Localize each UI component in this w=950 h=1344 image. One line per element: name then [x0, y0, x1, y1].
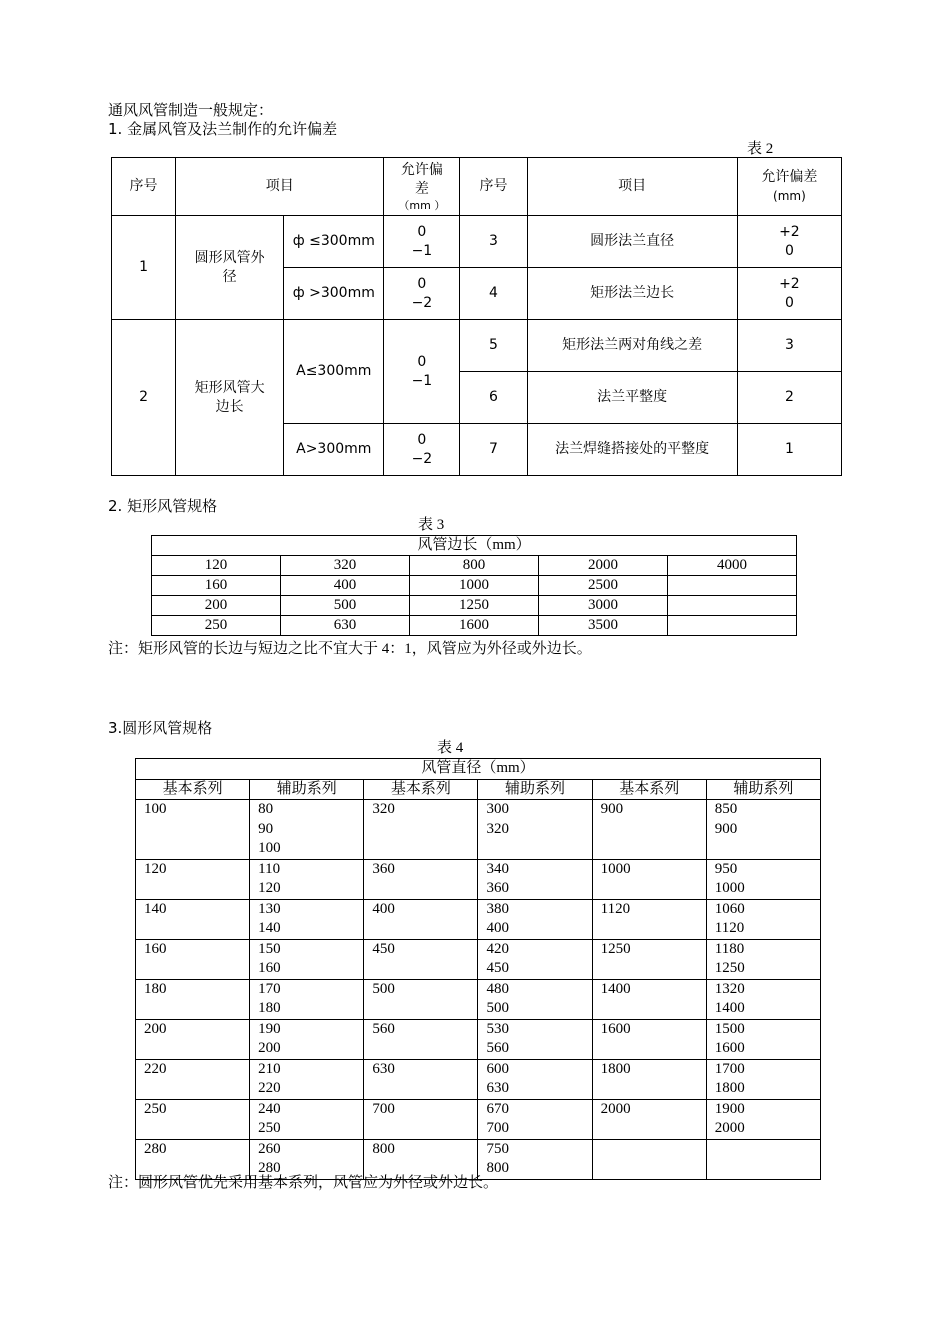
table-cell [364, 899, 478, 939]
column-header: 辅助系列 [250, 779, 364, 800]
row2a-tolerance: 0 −1 [384, 320, 460, 424]
cell-value: 530 [486, 1020, 509, 1037]
table-cell [364, 1059, 478, 1099]
table-cell: 630 [281, 616, 410, 636]
cell-value: 280 [258, 1160, 281, 1176]
table-cell [250, 1019, 364, 1059]
row3-tolerance: +2 0 [737, 216, 841, 268]
table-row [136, 1019, 821, 1059]
row2-item: 矩形风管大 边长 [176, 320, 284, 476]
table4-label: 表 4 [437, 740, 464, 756]
header-item-2: 项目 [527, 158, 737, 216]
cell-value: 2000 [600, 1100, 631, 1117]
cell-value: 700 [372, 1100, 395, 1117]
cell-value: 1250 [714, 960, 745, 976]
table-cell [136, 800, 250, 860]
header-item: 项目 [176, 158, 384, 216]
cell-value: 630 [486, 1080, 509, 1096]
row7-seq: 7 [460, 424, 527, 476]
row4-seq: 4 [460, 268, 527, 320]
table-cell: 400 [281, 576, 410, 596]
cell-value: 1060 [714, 900, 745, 917]
cell-value: 120 [144, 860, 167, 877]
table-cell: 2000 [539, 556, 668, 576]
cell-value: 140 [144, 900, 167, 917]
row3-item: 圆形法兰直径 [527, 216, 737, 268]
round-duct-table [135, 758, 821, 1180]
cell-value: 340 [486, 860, 509, 877]
cell-value: 250 [144, 1100, 167, 1117]
cell-value: 800 [372, 1140, 395, 1157]
table-row [152, 556, 797, 576]
table2-label: 表 2 [747, 141, 774, 157]
table-cell [478, 899, 592, 939]
cell-value: 1120 [600, 900, 631, 917]
table-cell [136, 939, 250, 979]
cell-value: 200 [258, 1040, 281, 1056]
table-row [136, 800, 821, 860]
row6-seq: 6 [460, 372, 527, 424]
cell-value: 480 [486, 980, 509, 997]
table-cell [364, 800, 478, 860]
table-row [136, 1099, 821, 1139]
column-header: 基本系列 [592, 779, 706, 800]
row7-item: 法兰焊缝搭接处的平整度 [527, 424, 737, 476]
rect-duct-header: 风管边长（mm） [152, 536, 797, 556]
cell-value: 160 [144, 940, 167, 957]
cell-value: 260 [258, 1140, 281, 1157]
row5-seq: 5 [460, 320, 527, 372]
column-header: 辅助系列 [706, 779, 820, 800]
header-tolerance-2: 允许偏差 (mm) [737, 158, 841, 216]
document-heading: 通风风管制造一般规定： [108, 101, 274, 119]
table-cell [136, 859, 250, 899]
column-header: 基本系列 [136, 779, 250, 800]
cell-value: 90 [258, 820, 274, 837]
row1-seq: 1 [112, 216, 176, 320]
cell-value: 240 [258, 1100, 281, 1117]
cell-value: 500 [372, 980, 395, 997]
table-cell [364, 859, 478, 899]
cell-value: 200 [144, 1020, 167, 1037]
table-cell [250, 1059, 364, 1099]
table-row [136, 979, 821, 1019]
header-seq: 序号 [112, 158, 176, 216]
cell-value: 2000 [714, 1120, 745, 1136]
cell-value: 630 [372, 1060, 395, 1077]
cell-value: 600 [486, 1060, 509, 1077]
column-header: 辅助系列 [478, 779, 592, 800]
cell-value: 560 [486, 1040, 509, 1056]
table-cell [364, 1139, 478, 1179]
cell-value: 1800 [600, 1060, 631, 1077]
table-cell: 160 [152, 576, 281, 596]
table-cell [478, 1059, 592, 1099]
section1-title: 1. 金属风管及法兰制作的允许偏差 [108, 120, 338, 138]
table-row [152, 616, 797, 636]
table-cell [592, 859, 706, 899]
table-cell: 500 [281, 596, 410, 616]
cell-value: 320 [486, 820, 509, 837]
cell-value: 380 [486, 900, 509, 917]
table-cell [706, 1059, 820, 1099]
cell-value: 450 [372, 940, 395, 957]
cell-value: 900 [714, 820, 738, 837]
table-cell [364, 979, 478, 1019]
section2-note: 注：矩形风管的长边与短边之比不宜大于 4：1，风管应为外径或外边长。 [108, 641, 592, 657]
cell-value: 100 [144, 801, 167, 817]
cell-value: 450 [486, 960, 509, 976]
row2b-condition: A>300mm [284, 424, 384, 476]
table-cell: 2500 [539, 576, 668, 596]
table-cell [364, 1099, 478, 1139]
table-cell: 250 [152, 616, 281, 636]
cell-value: 130 [258, 900, 281, 917]
table-cell [250, 1139, 364, 1179]
cell-value: 250 [258, 1120, 281, 1136]
cell-value: 150 [258, 940, 281, 957]
row2-seq: 2 [112, 320, 176, 476]
cell-value: 1180 [714, 940, 745, 957]
cell-value: 1500 [714, 1020, 745, 1037]
section2-title: 2. 矩形风管规格 [108, 497, 218, 515]
cell-value: 220 [144, 1060, 167, 1077]
table-cell [592, 939, 706, 979]
table-cell: 1600 [410, 616, 539, 636]
cell-value: 1250 [600, 940, 631, 957]
cell-value: 360 [372, 860, 395, 877]
table-row [136, 1059, 821, 1099]
table-cell [250, 939, 364, 979]
table-cell: 800 [410, 556, 539, 576]
table-cell [706, 899, 820, 939]
cell-value: 120 [258, 880, 281, 896]
cell-value: 320 [372, 801, 395, 817]
cell-value: 950 [714, 860, 738, 877]
row2b-tolerance: 0 −2 [384, 424, 460, 476]
header-tolerance: 允许偏 差 （mm ） [384, 158, 460, 216]
table-cell: 3500 [539, 616, 668, 636]
cell-value: 1000 [714, 880, 745, 896]
cell-value: 160 [258, 960, 281, 976]
table-cell [364, 939, 478, 979]
table-cell [478, 800, 592, 860]
row7-tolerance: 1 [737, 424, 841, 476]
table-cell [250, 1099, 364, 1139]
table-row [136, 1139, 821, 1179]
cell-value: 1700 [714, 1060, 745, 1077]
table-cell [592, 1059, 706, 1099]
row6-item: 法兰平整度 [527, 372, 737, 424]
cell-value: 280 [144, 1140, 167, 1157]
table-cell: 1000 [410, 576, 539, 596]
table-cell [706, 1099, 820, 1139]
cell-value: 800 [486, 1160, 509, 1176]
table-cell [706, 1019, 820, 1059]
cell-value: 900 [600, 801, 624, 817]
cell-value: 420 [486, 940, 509, 957]
header-seq-2: 序号 [460, 158, 527, 216]
column-header: 基本系列 [364, 779, 478, 800]
table-cell [592, 1019, 706, 1059]
cell-value: 190 [258, 1020, 281, 1037]
cell-value: 400 [372, 900, 395, 917]
cell-value: 110 [258, 860, 281, 877]
table-cell [592, 899, 706, 939]
table-cell: 200 [152, 596, 281, 616]
row3-seq: 3 [460, 216, 527, 268]
cell-value: 80 [258, 801, 274, 817]
table-cell: 320 [281, 556, 410, 576]
cell-value: 170 [258, 980, 281, 997]
table-cell [250, 859, 364, 899]
table-cell: 4000 [668, 556, 797, 576]
table-row [152, 576, 797, 596]
table-cell [136, 1059, 250, 1099]
table-cell [478, 979, 592, 1019]
table-cell [592, 800, 706, 860]
table-cell [478, 939, 592, 979]
cell-value: 400 [486, 920, 509, 936]
table-row [136, 899, 821, 939]
table-cell [668, 596, 797, 616]
cell-value: 220 [258, 1080, 281, 1096]
table-cell [478, 1099, 592, 1139]
cell-value: 1600 [714, 1040, 745, 1056]
table-row [136, 859, 821, 899]
cell-value: 670 [486, 1100, 509, 1117]
table-cell [706, 979, 820, 1019]
row5-tolerance: 3 [737, 320, 841, 372]
cell-value: 300 [486, 801, 509, 817]
table3-label: 表 3 [418, 517, 445, 533]
cell-value: 1900 [714, 1100, 745, 1117]
cell-value: 1400 [714, 1000, 745, 1016]
cell-value: 100 [258, 840, 281, 856]
table-cell [706, 1139, 820, 1179]
table-cell [250, 899, 364, 939]
table-cell [592, 979, 706, 1019]
row1a-tolerance: 0 −1 [384, 216, 460, 268]
table-cell [478, 1139, 592, 1179]
rect-duct-table [151, 535, 797, 636]
cell-value: 1320 [714, 980, 745, 997]
cell-value: 140 [258, 920, 281, 936]
row1b-condition: ф >300mm [284, 268, 384, 320]
row5-item: 矩形法兰两对角线之差 [527, 320, 737, 372]
cell-value: 750 [486, 1140, 509, 1157]
table-cell [136, 1139, 250, 1179]
table-cell [706, 939, 820, 979]
cell-value: 1600 [600, 1020, 631, 1037]
cell-value: 850 [714, 801, 738, 817]
cell-value: 210 [258, 1060, 281, 1077]
table-cell [592, 1099, 706, 1139]
table-cell [478, 859, 592, 899]
table-cell [250, 979, 364, 1019]
cell-value: 180 [258, 1000, 281, 1016]
table-cell [478, 1019, 592, 1059]
row1a-condition: ф ≤300mm [284, 216, 384, 268]
table-row [136, 939, 821, 979]
table-cell: 120 [152, 556, 281, 576]
table-cell [706, 859, 820, 899]
table-cell [706, 800, 820, 860]
cell-value: 1120 [714, 920, 745, 936]
table-row [152, 596, 797, 616]
table-cell [364, 1019, 478, 1059]
table-cell [592, 1139, 706, 1179]
row4-tolerance: +2 0 [737, 268, 841, 320]
cell-value: 700 [486, 1120, 509, 1136]
tolerance-table [111, 157, 842, 476]
cell-value: 1400 [600, 980, 631, 997]
round-duct-header: 风管直径（mm） [136, 759, 821, 780]
row6-tolerance: 2 [737, 372, 841, 424]
cell-value: 180 [144, 980, 167, 997]
table-cell [668, 576, 797, 596]
table-cell [668, 616, 797, 636]
cell-value: 360 [486, 880, 509, 896]
cell-value: 1800 [714, 1080, 745, 1096]
row4-item: 矩形法兰边长 [527, 268, 737, 320]
cell-value: 1000 [600, 860, 631, 877]
row1b-tolerance: 0 −2 [384, 268, 460, 320]
table-cell [136, 899, 250, 939]
table-cell: 3000 [539, 596, 668, 616]
cell-value: 500 [486, 1000, 509, 1016]
row1-item: 圆形风管外 径 [176, 216, 284, 320]
row2a-condition: A≤300mm [284, 320, 384, 424]
table-cell [136, 1019, 250, 1059]
table-cell [136, 979, 250, 1019]
table-cell [136, 1099, 250, 1139]
section3-title: 3.圆形风管规格 [108, 719, 213, 737]
table-cell [250, 800, 364, 860]
section3-note: 注：圆形风管优先采用基本系列，风管应为外径或外边长。 [108, 1175, 499, 1191]
table-cell: 1250 [410, 596, 539, 616]
cell-value: 560 [372, 1020, 395, 1037]
